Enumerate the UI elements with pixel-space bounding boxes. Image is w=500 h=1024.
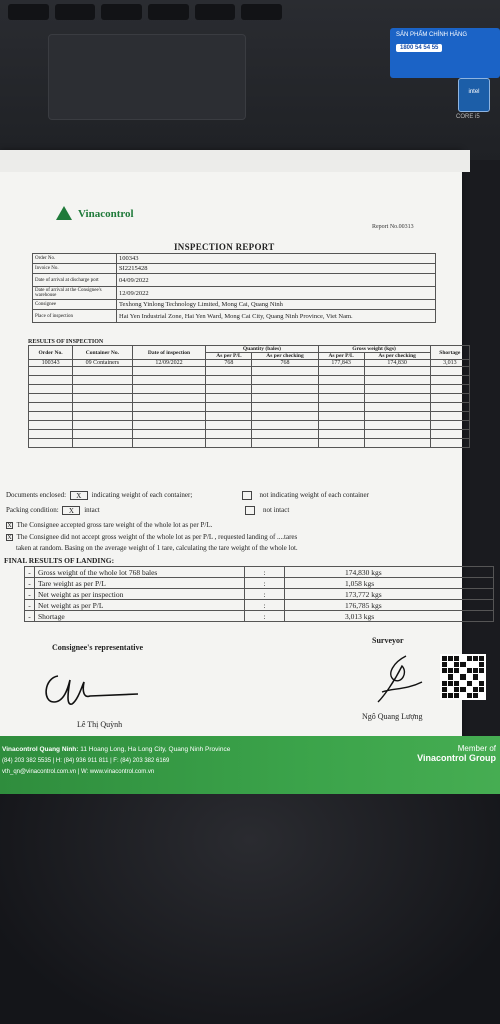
header-w-pl: As per P/L bbox=[318, 353, 364, 360]
final-results-title: FINAL RESULTS OF LANDING: bbox=[4, 556, 115, 565]
dark-background bbox=[0, 794, 500, 1024]
report-number: Report No.00313 bbox=[372, 224, 414, 230]
row-colon: : bbox=[245, 589, 285, 600]
info-row bbox=[33, 310, 436, 323]
table-row bbox=[25, 589, 494, 600]
info-value: 04/09/2022 bbox=[117, 274, 436, 287]
key bbox=[148, 4, 189, 20]
consignee-rejected-line bbox=[6, 533, 297, 541]
core-label: CORE i5 bbox=[456, 114, 480, 120]
header-quantity: Quantity (bales) bbox=[206, 346, 318, 353]
row-colon: : bbox=[245, 567, 285, 578]
header-order: Order No. bbox=[29, 346, 73, 360]
sticker-text: SẢN PHẨM CHÍNH HÃNG bbox=[396, 32, 468, 38]
key bbox=[241, 4, 282, 20]
row-dash: - bbox=[25, 611, 35, 622]
key bbox=[101, 4, 142, 20]
cell-shortage: 3,013 bbox=[430, 360, 469, 367]
surveyor-label: Surveyor bbox=[372, 636, 404, 645]
empty-row bbox=[29, 421, 470, 430]
final-results-table bbox=[24, 566, 494, 622]
cell-w-check: 174,830 bbox=[364, 360, 430, 367]
table-row bbox=[29, 360, 470, 367]
header-qty-pl: As per P/L bbox=[206, 353, 252, 360]
row-value: 176,785 kgs bbox=[285, 600, 494, 611]
sticker-hotline: 1800 54 54 55 bbox=[396, 44, 442, 52]
table-row bbox=[25, 600, 494, 611]
info-label: Consignee bbox=[33, 300, 117, 310]
header-w-check: As per checking bbox=[364, 353, 430, 360]
intel-label: intel bbox=[468, 89, 480, 95]
documents-enclosed-line bbox=[6, 491, 369, 500]
info-value: SI2215428 bbox=[117, 264, 436, 274]
header-qty-check: As per checking bbox=[252, 353, 318, 360]
documents-label: Documents enclosed: bbox=[6, 491, 67, 500]
documents-opt2-checkbox bbox=[242, 491, 252, 500]
triangle-logo-icon bbox=[54, 206, 74, 222]
key bbox=[55, 4, 96, 20]
info-row bbox=[33, 274, 436, 287]
info-label: Date of arrival at discharge port bbox=[33, 274, 117, 287]
table-row bbox=[25, 611, 494, 622]
empty-row bbox=[29, 412, 470, 421]
cell-order: 100343 bbox=[29, 360, 73, 367]
cell-qty-pl: 768 bbox=[206, 360, 252, 367]
rejected-text: The Consignee did not accept gross weight of the whole lot as per P/L , requested landing of ....tares bbox=[16, 533, 298, 541]
surveyor-signature bbox=[372, 652, 432, 706]
row-name: Gross weight of the whole lot 768 bales bbox=[35, 567, 245, 578]
info-value: Texhong Yinlong Technology Limited, Mong Cai, Quang Ninh bbox=[117, 300, 436, 310]
info-label: Invoice No. bbox=[33, 264, 117, 274]
rejected-checkbox: X bbox=[7, 534, 12, 541]
empty-row bbox=[29, 430, 470, 439]
info-row bbox=[33, 254, 436, 264]
row-name: Net weight as per inspection bbox=[35, 589, 245, 600]
packing-opt2-checkbox bbox=[245, 506, 255, 515]
group-label: Vinacontrol Group bbox=[417, 753, 496, 763]
info-row bbox=[33, 300, 436, 310]
key bbox=[195, 4, 236, 20]
row-name: Net weight as per P/L bbox=[35, 600, 245, 611]
consignee-signature bbox=[38, 662, 148, 712]
info-row bbox=[33, 264, 436, 274]
header-date: Date of inspection bbox=[132, 346, 206, 360]
footer-member bbox=[417, 744, 496, 763]
member-of-label: Member of bbox=[457, 744, 496, 753]
keyboard-row bbox=[0, 0, 290, 24]
company-logo bbox=[54, 206, 134, 222]
row-colon: : bbox=[245, 600, 285, 611]
results-table bbox=[28, 339, 470, 448]
intel-badge bbox=[458, 78, 490, 112]
documents-opt1: indicating weight of each container; bbox=[91, 491, 193, 500]
header-container: Container No. bbox=[73, 346, 133, 360]
empty-row bbox=[29, 367, 470, 376]
cell-w-pl: 177,843 bbox=[318, 360, 364, 367]
packing-label: Packing condition: bbox=[6, 506, 59, 515]
logo-text: Vinacontrol bbox=[78, 208, 134, 220]
info-value: Hai Yen Industrial Zone, Hai Yen Ward, Mong Cai City, Quang Ninh Province, Viet Nam. bbox=[117, 310, 436, 323]
key bbox=[8, 4, 49, 20]
results-caption: RESULTS OF INSPECTION bbox=[28, 339, 104, 345]
footer-address: 11 Hoang Long, Ha Long City, Quang Ninh Province bbox=[80, 746, 231, 753]
packing-opt2: not intact bbox=[263, 506, 290, 515]
results-header-row bbox=[29, 346, 470, 353]
footer-web: vth_qn@vinacontrol.com.vn | W: www.vinacontrol.com.vn bbox=[2, 769, 155, 775]
cell-container: 09 Containers bbox=[73, 360, 133, 367]
info-value: 12/09/2022 bbox=[117, 287, 436, 300]
row-colon: : bbox=[245, 578, 285, 589]
footer-branch: Vinacontrol Quang Ninh: bbox=[2, 746, 79, 753]
table-row bbox=[25, 578, 494, 589]
cell-qty-check: 768 bbox=[252, 360, 318, 367]
header-shortage: Shortage bbox=[430, 346, 469, 360]
row-name: Shortage bbox=[35, 611, 245, 622]
row-dash: - bbox=[25, 578, 35, 589]
empty-row bbox=[29, 403, 470, 412]
packing-condition-line bbox=[6, 506, 289, 515]
row-name: Tare weight as per P/L bbox=[35, 578, 245, 589]
consignee-rejected-line-2: taken at random. Basing on the average weight of 1 tare, calculating the tare weight of the whole lot. bbox=[16, 544, 298, 552]
cell-date: 12/09/2022 bbox=[132, 360, 206, 367]
row-colon: : bbox=[245, 611, 285, 622]
info-label: Date of arrival at the Consignee's warehouse bbox=[33, 287, 117, 300]
info-value: 100343 bbox=[117, 254, 436, 264]
report-title: INSPECTION REPORT bbox=[174, 242, 275, 252]
packing-opt1: intact bbox=[84, 506, 100, 515]
consignee-name: Lê Thị Quỳnh bbox=[77, 720, 123, 729]
empty-row bbox=[29, 394, 470, 403]
accepted-text: The Consignee accepted gross tare weight of the whole lot as per P/L. bbox=[16, 521, 213, 529]
row-dash: - bbox=[25, 589, 35, 600]
row-value: 1,058 kgs bbox=[285, 578, 494, 589]
documents-opt2: not indicating weight of each container bbox=[259, 491, 369, 500]
empty-row bbox=[29, 385, 470, 394]
company-footer bbox=[0, 736, 500, 794]
packing-checkbox: X bbox=[62, 506, 80, 515]
documents-checkbox: X bbox=[70, 491, 88, 500]
consignee-accepted-line bbox=[6, 521, 212, 529]
empty-row bbox=[29, 439, 470, 448]
qr-code-icon bbox=[440, 654, 486, 700]
paper-fold bbox=[0, 150, 470, 172]
info-label: Order No. bbox=[33, 254, 117, 264]
row-value: 3,013 kgs bbox=[285, 611, 494, 622]
trackpad bbox=[48, 34, 246, 120]
consignee-rep-label: Consignee's representative bbox=[52, 643, 144, 652]
footer-address-line bbox=[2, 746, 230, 753]
surveyor-name: Ngô Quang Lượng bbox=[362, 712, 423, 721]
row-value: 173,772 kgs bbox=[285, 589, 494, 600]
info-label: Place of inspection bbox=[33, 310, 117, 323]
warranty-sticker bbox=[390, 28, 500, 78]
accepted-checkbox: X bbox=[7, 522, 12, 529]
info-row bbox=[33, 287, 436, 300]
header-weight: Gross weight (kgs) bbox=[318, 346, 430, 353]
row-value: 174,830 kgs bbox=[285, 567, 494, 578]
order-info-table bbox=[32, 253, 436, 323]
row-dash: - bbox=[25, 567, 35, 578]
table-row bbox=[25, 567, 494, 578]
row-dash: - bbox=[25, 600, 35, 611]
footer-phones: (84) 203 382 5535 | H: (84) 936 911 811 | F: (84) 203 382 6169 bbox=[2, 758, 170, 764]
empty-row bbox=[29, 376, 470, 385]
laptop-surface bbox=[0, 0, 500, 160]
